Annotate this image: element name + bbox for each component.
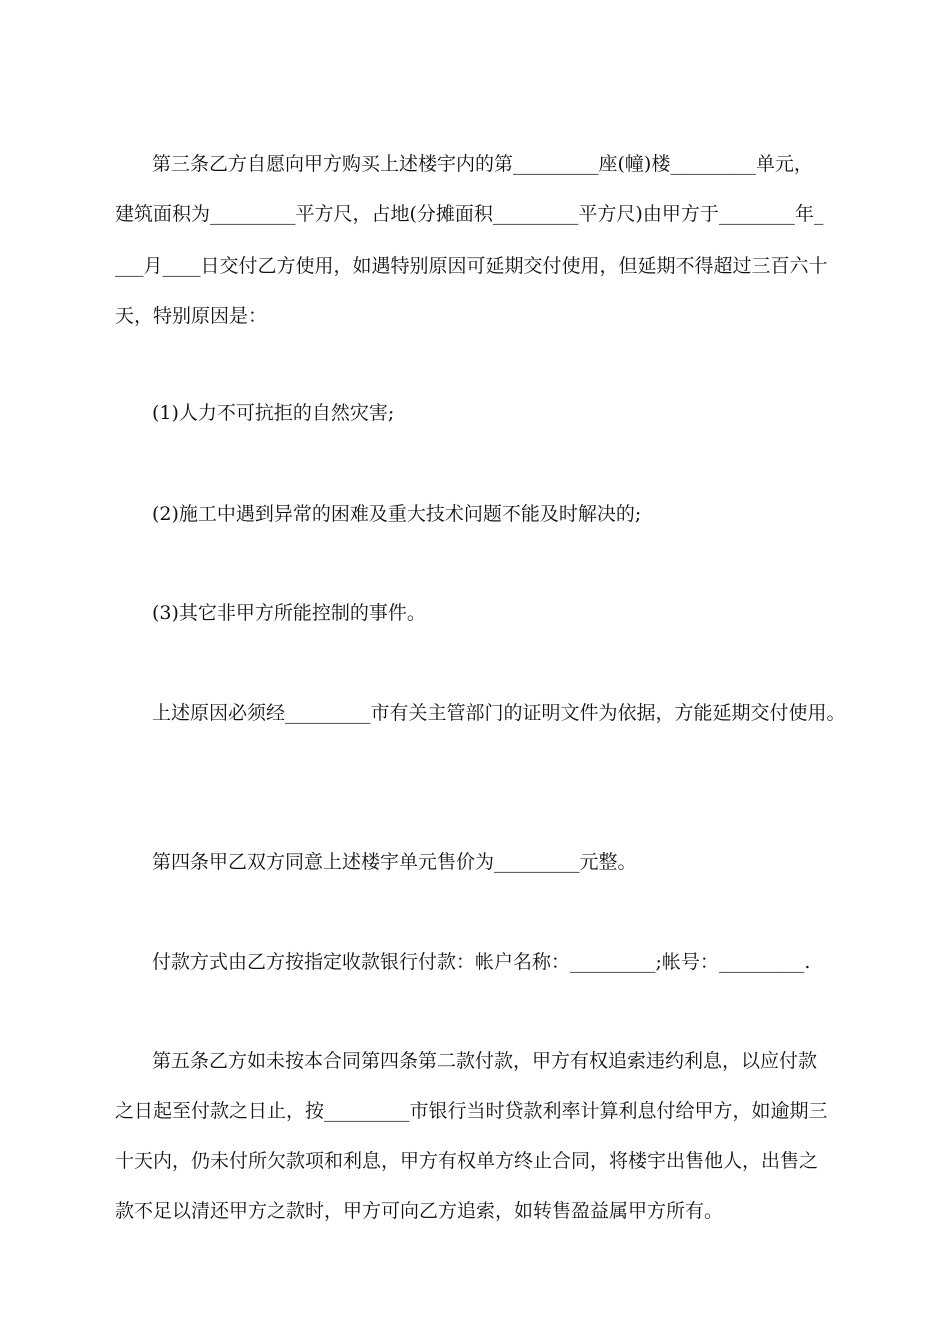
proof-paragraph: 上述原因必须经_________市有关主管部门的证明文件为依据，方能延期交付使用。 xyxy=(152,702,846,724)
reason-item-2: (2)施工中遇到异常的困难及重大技术问题不能及时解决的; xyxy=(152,503,642,525)
article5-line-4: 款不足以清还甲方之款时，甲方可向乙方追索，如转售盈益属甲方所有。 xyxy=(115,1200,724,1222)
article3-line-3: ___月____日交付乙方使用，如遇特别原因可延期交付使用，但延期不得超过三百六十 xyxy=(115,255,828,277)
article4-price: 第四条甲乙双方同意上述楼宇单元售价为_________元整。 xyxy=(152,851,637,873)
article3-line-4: 天，特别原因是： xyxy=(115,305,268,327)
article3-line-1: 第三条乙方自愿向甲方购买上述楼宇内的第_________座(幢)楼_________单元， xyxy=(152,153,813,175)
article5-line-3: 十天内，仍未付所欠款项和利息，甲方有权单方终止合同，将楼宇出售他人，出售之 xyxy=(115,1150,819,1172)
reason-item-3: (3)其它非甲方所能控制的事件。 xyxy=(152,602,426,624)
article5-line-2: 之日起至付款之日止，按_________市银行当时贷款利率计算利息付给甲方，如逾期三 xyxy=(115,1100,828,1122)
article5-line-1: 第五条乙方如未按本合同第四条第二款付款，甲方有权追索违约利息，以应付款 xyxy=(152,1050,818,1072)
reason-item-1: (1)人力不可抗拒的自然灾害; xyxy=(152,402,395,424)
article3-line-2: 建筑面积为_________平方尺，占地(分摊面积_________平方尺)由甲方于________年_ xyxy=(115,203,824,225)
article4-payment: 付款方式由乙方按指定收款银行付款：帐户名称：_________;帐号：_________. xyxy=(152,951,811,973)
